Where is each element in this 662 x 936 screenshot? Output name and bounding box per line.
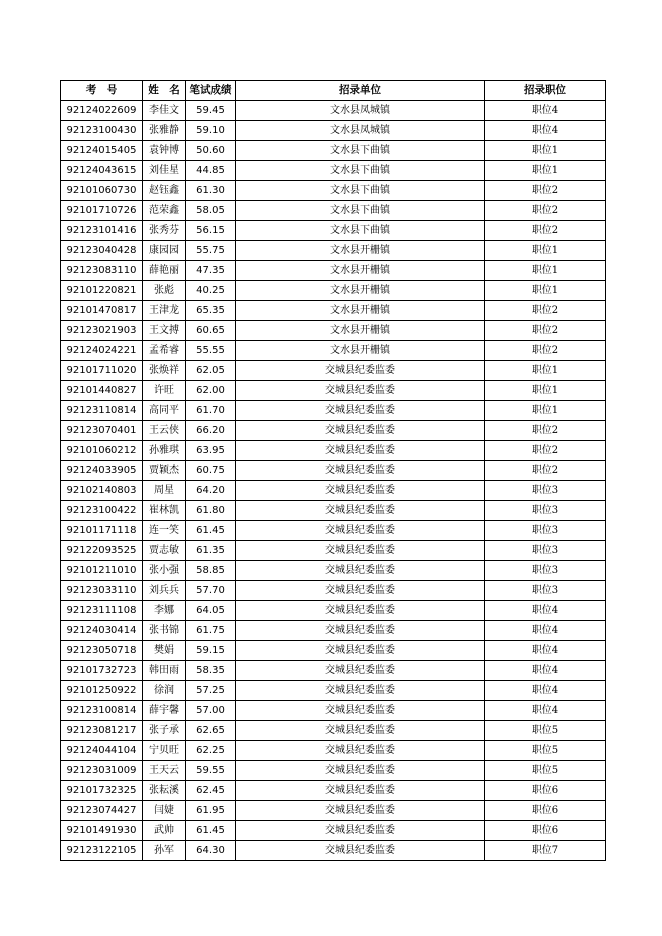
table-row xyxy=(61,461,606,481)
exam-id-cell: 92101470817 xyxy=(61,301,143,321)
name-cell: 高同平 xyxy=(143,401,186,421)
table-row xyxy=(61,781,606,801)
position-cell: 职位4 xyxy=(485,601,606,621)
position-cell: 职位3 xyxy=(485,501,606,521)
score-cell: 57.25 xyxy=(186,681,236,701)
score-cell: 60.65 xyxy=(186,321,236,341)
score-cell: 59.55 xyxy=(186,761,236,781)
score-cell: 66.20 xyxy=(186,421,236,441)
name-cell: 孟希睿 xyxy=(143,341,186,361)
position-cell: 职位2 xyxy=(485,461,606,481)
table-row xyxy=(61,141,606,161)
table-row xyxy=(61,821,606,841)
name-cell: 张子承 xyxy=(143,721,186,741)
header-exam-id: 考 号 xyxy=(61,81,143,101)
name-cell: 袁钟博 xyxy=(143,141,186,161)
name-cell: 孙军 xyxy=(143,841,186,861)
score-cell: 59.45 xyxy=(186,101,236,121)
name-cell: 王天云 xyxy=(143,761,186,781)
exam-id-cell: 92101250922 xyxy=(61,681,143,701)
score-cell: 56.15 xyxy=(186,221,236,241)
unit-cell: 交城县纪委监委 xyxy=(236,801,485,821)
unit-cell: 交城县纪委监委 xyxy=(236,501,485,521)
table-row xyxy=(61,661,606,681)
unit-cell: 交城县纪委监委 xyxy=(236,541,485,561)
position-cell: 职位4 xyxy=(485,701,606,721)
table-row xyxy=(61,721,606,741)
score-cell: 61.30 xyxy=(186,181,236,201)
position-cell: 职位2 xyxy=(485,221,606,241)
score-cell: 65.35 xyxy=(186,301,236,321)
name-cell: 王云侠 xyxy=(143,421,186,441)
position-cell: 职位3 xyxy=(485,581,606,601)
exam-id-cell: 92101732325 xyxy=(61,781,143,801)
score-cell: 62.65 xyxy=(186,721,236,741)
unit-cell: 交城县纪委监委 xyxy=(236,601,485,621)
unit-cell: 交城县纪委监委 xyxy=(236,781,485,801)
name-cell: 闫婕 xyxy=(143,801,186,821)
name-cell: 贾颖杰 xyxy=(143,461,186,481)
exam-id-cell: 92122093525 xyxy=(61,541,143,561)
name-cell: 樊娟 xyxy=(143,641,186,661)
exam-id-cell: 92101171118 xyxy=(61,521,143,541)
exam-id-cell: 92101211010 xyxy=(61,561,143,581)
score-cell: 62.25 xyxy=(186,741,236,761)
name-cell: 王文搏 xyxy=(143,321,186,341)
unit-cell: 文水县开栅镇 xyxy=(236,341,485,361)
header-unit: 招录单位 xyxy=(236,81,485,101)
position-cell: 职位2 xyxy=(485,341,606,361)
exam-id-cell: 92124030414 xyxy=(61,621,143,641)
unit-cell: 交城县纪委监委 xyxy=(236,521,485,541)
table-row xyxy=(61,221,606,241)
table-row xyxy=(61,101,606,121)
score-cell: 58.05 xyxy=(186,201,236,221)
table-row xyxy=(61,121,606,141)
position-cell: 职位3 xyxy=(485,561,606,581)
score-cell: 47.35 xyxy=(186,261,236,281)
position-cell: 职位2 xyxy=(485,421,606,441)
table-row xyxy=(61,281,606,301)
table-row xyxy=(61,321,606,341)
exam-id-cell: 92123100814 xyxy=(61,701,143,721)
position-cell: 职位1 xyxy=(485,281,606,301)
score-cell: 62.05 xyxy=(186,361,236,381)
name-cell: 康园园 xyxy=(143,241,186,261)
table-row xyxy=(61,701,606,721)
table-row xyxy=(61,421,606,441)
score-cell: 61.75 xyxy=(186,621,236,641)
unit-cell: 文水县下曲镇 xyxy=(236,221,485,241)
position-cell: 职位6 xyxy=(485,781,606,801)
position-cell: 职位5 xyxy=(485,761,606,781)
name-cell: 张焕祥 xyxy=(143,361,186,381)
table-row xyxy=(61,521,606,541)
score-cell: 64.30 xyxy=(186,841,236,861)
score-cell: 64.20 xyxy=(186,481,236,501)
name-cell: 连一笑 xyxy=(143,521,186,541)
position-cell: 职位1 xyxy=(485,361,606,381)
position-cell: 职位4 xyxy=(485,661,606,681)
exam-id-cell: 92124043615 xyxy=(61,161,143,181)
unit-cell: 交城县纪委监委 xyxy=(236,421,485,441)
exam-id-cell: 92123050718 xyxy=(61,641,143,661)
exam-id-cell: 92101060212 xyxy=(61,441,143,461)
position-cell: 职位4 xyxy=(485,681,606,701)
exam-id-cell: 92102140803 xyxy=(61,481,143,501)
score-cell: 58.35 xyxy=(186,661,236,681)
name-cell: 刘佳星 xyxy=(143,161,186,181)
score-cell: 62.00 xyxy=(186,381,236,401)
score-cell: 55.55 xyxy=(186,341,236,361)
table-row xyxy=(61,561,606,581)
table-row xyxy=(61,201,606,221)
header-position: 招录职位 xyxy=(485,81,606,101)
position-cell: 职位2 xyxy=(485,441,606,461)
table-row xyxy=(61,601,606,621)
table-row xyxy=(61,801,606,821)
exam-id-cell: 92101220821 xyxy=(61,281,143,301)
unit-cell: 文水县下曲镇 xyxy=(236,201,485,221)
name-cell: 刘兵兵 xyxy=(143,581,186,601)
score-cell: 44.85 xyxy=(186,161,236,181)
unit-cell: 文水县下曲镇 xyxy=(236,141,485,161)
position-cell: 职位4 xyxy=(485,641,606,661)
name-cell: 张耘溪 xyxy=(143,781,186,801)
position-cell: 职位4 xyxy=(485,621,606,641)
table-row xyxy=(61,341,606,361)
unit-cell: 交城县纪委监委 xyxy=(236,481,485,501)
position-cell: 职位1 xyxy=(485,401,606,421)
name-cell: 赵钰鑫 xyxy=(143,181,186,201)
table-row xyxy=(61,161,606,181)
table-row xyxy=(61,641,606,661)
table-row xyxy=(61,681,606,701)
position-cell: 职位2 xyxy=(485,321,606,341)
exam-id-cell: 92124044104 xyxy=(61,741,143,761)
exam-id-cell: 92123021903 xyxy=(61,321,143,341)
exam-id-cell: 92123122105 xyxy=(61,841,143,861)
unit-cell: 文水县开栅镇 xyxy=(236,301,485,321)
score-cell: 40.25 xyxy=(186,281,236,301)
exam-id-cell: 92123101416 xyxy=(61,221,143,241)
exam-id-cell: 92101711020 xyxy=(61,361,143,381)
score-cell: 62.45 xyxy=(186,781,236,801)
position-cell: 职位6 xyxy=(485,821,606,841)
unit-cell: 文水县开栅镇 xyxy=(236,241,485,261)
unit-cell: 交城县纪委监委 xyxy=(236,561,485,581)
unit-cell: 交城县纪委监委 xyxy=(236,841,485,861)
table-row xyxy=(61,741,606,761)
name-cell: 王津龙 xyxy=(143,301,186,321)
score-cell: 60.75 xyxy=(186,461,236,481)
position-cell: 职位5 xyxy=(485,721,606,741)
score-cell: 61.35 xyxy=(186,541,236,561)
position-cell: 职位7 xyxy=(485,841,606,861)
table-body xyxy=(61,101,606,861)
exam-id-cell: 92123100430 xyxy=(61,121,143,141)
name-cell: 范荣鑫 xyxy=(143,201,186,221)
exam-id-cell: 92101060730 xyxy=(61,181,143,201)
name-cell: 张彪 xyxy=(143,281,186,301)
unit-cell: 交城县纪委监委 xyxy=(236,641,485,661)
name-cell: 韩田雨 xyxy=(143,661,186,681)
exam-id-cell: 92123033110 xyxy=(61,581,143,601)
score-cell: 61.80 xyxy=(186,501,236,521)
position-cell: 职位1 xyxy=(485,241,606,261)
header-score: 笔试成绩 xyxy=(186,81,236,101)
unit-cell: 交城县纪委监委 xyxy=(236,741,485,761)
score-cell: 59.10 xyxy=(186,121,236,141)
name-cell: 贾志敏 xyxy=(143,541,186,561)
name-cell: 崔林凯 xyxy=(143,501,186,521)
unit-cell: 交城县纪委监委 xyxy=(236,621,485,641)
unit-cell: 文水县下曲镇 xyxy=(236,181,485,201)
exam-id-cell: 92123110814 xyxy=(61,401,143,421)
score-cell: 64.05 xyxy=(186,601,236,621)
position-cell: 职位3 xyxy=(485,541,606,561)
unit-cell: 交城县纪委监委 xyxy=(236,721,485,741)
score-cell: 50.60 xyxy=(186,141,236,161)
exam-id-cell: 92101440827 xyxy=(61,381,143,401)
results-sheet xyxy=(60,80,602,861)
unit-cell: 交城县纪委监委 xyxy=(236,701,485,721)
name-cell: 薛艳丽 xyxy=(143,261,186,281)
position-cell: 职位1 xyxy=(485,381,606,401)
name-cell: 薛宇馨 xyxy=(143,701,186,721)
position-cell: 职位1 xyxy=(485,161,606,181)
position-cell: 职位2 xyxy=(485,301,606,321)
position-cell: 职位6 xyxy=(485,801,606,821)
name-cell: 李佳文 xyxy=(143,101,186,121)
table-row xyxy=(61,361,606,381)
name-cell: 李娜 xyxy=(143,601,186,621)
position-cell: 职位4 xyxy=(485,101,606,121)
table-row xyxy=(61,481,606,501)
unit-cell: 交城县纪委监委 xyxy=(236,761,485,781)
unit-cell: 文水县下曲镇 xyxy=(236,161,485,181)
table-row xyxy=(61,621,606,641)
position-cell: 职位2 xyxy=(485,181,606,201)
exam-id-cell: 92101732723 xyxy=(61,661,143,681)
table-row xyxy=(61,241,606,261)
table-row xyxy=(61,301,606,321)
results-table xyxy=(60,80,606,861)
exam-id-cell: 92123040428 xyxy=(61,241,143,261)
exam-id-cell: 92123111108 xyxy=(61,601,143,621)
name-cell: 徐润 xyxy=(143,681,186,701)
position-cell: 职位1 xyxy=(485,141,606,161)
score-cell: 57.00 xyxy=(186,701,236,721)
unit-cell: 交城县纪委监委 xyxy=(236,681,485,701)
score-cell: 63.95 xyxy=(186,441,236,461)
table-row xyxy=(61,401,606,421)
name-cell: 张书锦 xyxy=(143,621,186,641)
exam-id-cell: 92124024221 xyxy=(61,341,143,361)
header-name: 姓 名 xyxy=(143,81,186,101)
position-cell: 职位4 xyxy=(485,121,606,141)
score-cell: 58.85 xyxy=(186,561,236,581)
table-row xyxy=(61,181,606,201)
unit-cell: 文水县开栅镇 xyxy=(236,321,485,341)
unit-cell: 文水县开栅镇 xyxy=(236,261,485,281)
exam-id-cell: 92101491930 xyxy=(61,821,143,841)
table-row xyxy=(61,381,606,401)
score-cell: 55.75 xyxy=(186,241,236,261)
name-cell: 张小强 xyxy=(143,561,186,581)
exam-id-cell: 92123083110 xyxy=(61,261,143,281)
exam-id-cell: 92124022609 xyxy=(61,101,143,121)
name-cell: 张雅静 xyxy=(143,121,186,141)
table-row xyxy=(61,841,606,861)
position-cell: 职位5 xyxy=(485,741,606,761)
name-cell: 宁贝旺 xyxy=(143,741,186,761)
name-cell: 孙雅琪 xyxy=(143,441,186,461)
exam-id-cell: 92124033905 xyxy=(61,461,143,481)
unit-cell: 文水县开栅镇 xyxy=(236,281,485,301)
name-cell: 张秀芬 xyxy=(143,221,186,241)
unit-cell: 交城县纪委监委 xyxy=(236,401,485,421)
exam-id-cell: 92101710726 xyxy=(61,201,143,221)
unit-cell: 交城县纪委监委 xyxy=(236,381,485,401)
exam-id-cell: 92123081217 xyxy=(61,721,143,741)
name-cell: 武帅 xyxy=(143,821,186,841)
exam-id-cell: 92123070401 xyxy=(61,421,143,441)
table-row xyxy=(61,541,606,561)
score-cell: 61.45 xyxy=(186,521,236,541)
name-cell: 许旺 xyxy=(143,381,186,401)
score-cell: 59.15 xyxy=(186,641,236,661)
exam-id-cell: 92123100422 xyxy=(61,501,143,521)
position-cell: 职位3 xyxy=(485,521,606,541)
table-row xyxy=(61,261,606,281)
name-cell: 周星 xyxy=(143,481,186,501)
exam-id-cell: 92123074427 xyxy=(61,801,143,821)
unit-cell: 交城县纪委监委 xyxy=(236,441,485,461)
position-cell: 职位2 xyxy=(485,201,606,221)
score-cell: 61.70 xyxy=(186,401,236,421)
header-row xyxy=(61,81,606,101)
exam-id-cell: 92123031009 xyxy=(61,761,143,781)
unit-cell: 交城县纪委监委 xyxy=(236,361,485,381)
unit-cell: 交城县纪委监委 xyxy=(236,461,485,481)
table-row xyxy=(61,581,606,601)
unit-cell: 文水县凤城镇 xyxy=(236,121,485,141)
unit-cell: 交城县纪委监委 xyxy=(236,661,485,681)
unit-cell: 文水县凤城镇 xyxy=(236,101,485,121)
score-cell: 61.95 xyxy=(186,801,236,821)
table-row xyxy=(61,501,606,521)
score-cell: 61.45 xyxy=(186,821,236,841)
score-cell: 57.70 xyxy=(186,581,236,601)
exam-id-cell: 92124015405 xyxy=(61,141,143,161)
table-row xyxy=(61,441,606,461)
position-cell: 职位1 xyxy=(485,261,606,281)
unit-cell: 交城县纪委监委 xyxy=(236,581,485,601)
position-cell: 职位3 xyxy=(485,481,606,501)
unit-cell: 交城县纪委监委 xyxy=(236,821,485,841)
table-row xyxy=(61,761,606,781)
